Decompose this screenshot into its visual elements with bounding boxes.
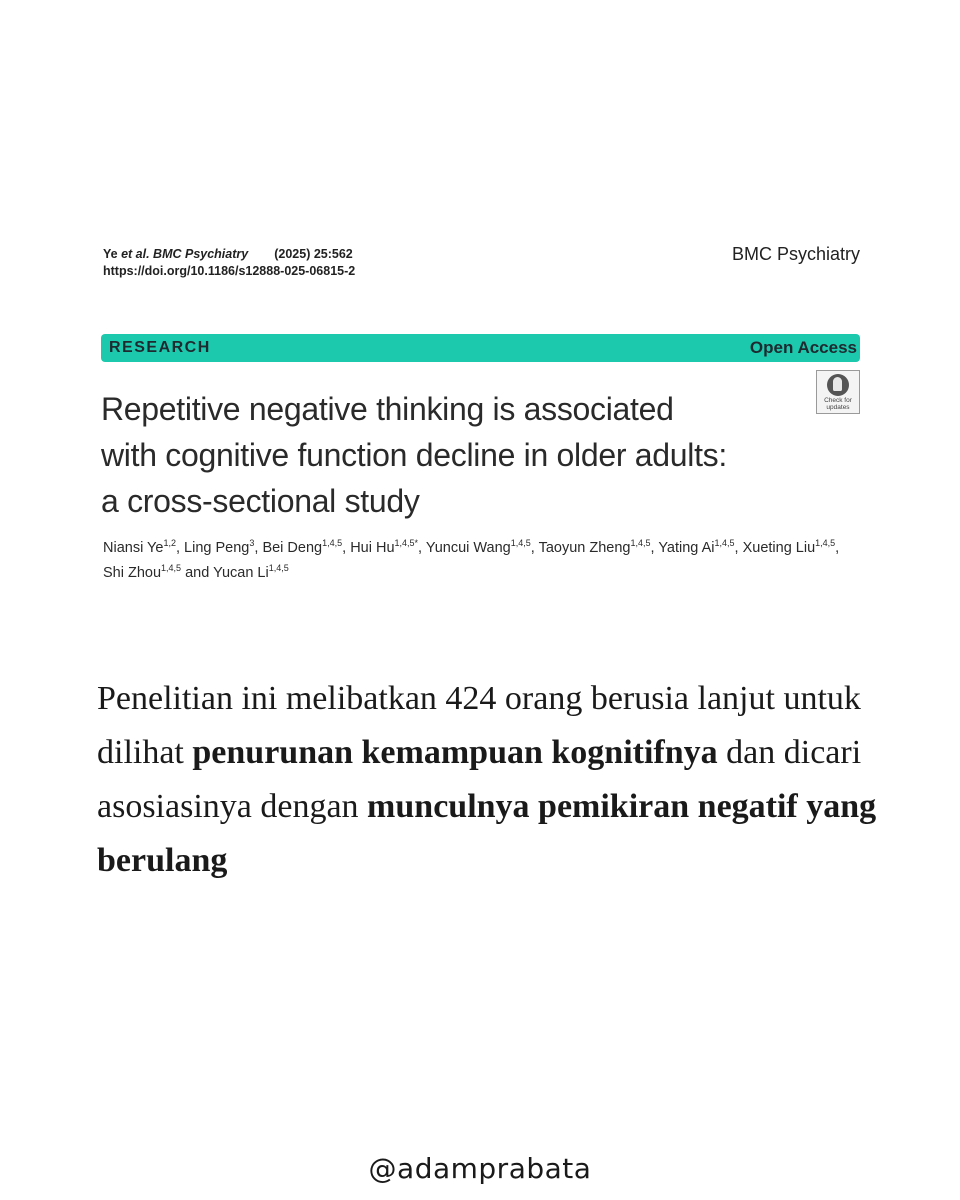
author-name: Yucan Li: [213, 565, 269, 581]
author-separator: and: [181, 565, 214, 581]
author-name: Xueting Liu: [742, 540, 816, 556]
paper-title: [101, 386, 821, 524]
open-access-label: Open Access: [749, 338, 857, 357]
citation-journal: et al. BMC Psychiatry: [121, 247, 249, 261]
author-separator: ,: [835, 540, 840, 556]
author-separator: ,: [734, 540, 743, 556]
paper-title-line: Repetitive negative thinking is associated: [101, 391, 674, 427]
author-affiliation: 3: [249, 538, 255, 548]
doi-link: https://doi.org/10.1186/s12888-025-06815-2: [103, 264, 356, 278]
citation-year: (2025) 25:562: [274, 247, 353, 261]
paper-title-line: with cognitive function decline in older adults:: [101, 437, 727, 473]
author-name: Taoyun Zheng: [538, 540, 631, 556]
check-badge-label: [817, 397, 859, 411]
citation-authors: Ye: [103, 247, 122, 261]
author-separator: ,: [418, 540, 426, 556]
author-separator: ,: [254, 540, 263, 556]
article-type-banner: [101, 334, 860, 362]
check-for-updates-badge: [816, 370, 860, 414]
author-affiliation: 1,2: [163, 538, 176, 548]
caption-text: [97, 672, 877, 888]
check-badge-line: updates: [826, 404, 850, 411]
author-separator: ,: [650, 540, 659, 556]
caption-part: Penelitian ini melibatkan 424 orang berusia lanjut untuk dilihat: [97, 680, 861, 771]
author-affiliation: 1,4,5: [815, 538, 836, 548]
article-type-label: RESEARCH: [109, 339, 211, 356]
journal-name: BMC Psychiatry: [731, 244, 860, 264]
author-affiliation: 1,4,5: [268, 563, 289, 573]
check-badge-line: Check for: [824, 397, 852, 404]
author-affiliation: 1,4,5: [322, 538, 343, 548]
author-name: Ling Peng: [184, 540, 250, 556]
author-list: [103, 536, 863, 586]
author-affiliation: 1,4,5: [630, 538, 651, 548]
author-handle: @adamprabata: [368, 1152, 592, 1185]
author-affiliation: 1,4,5*: [394, 538, 419, 548]
caption-emphasis: munculnya pemikiran negatif yang berulang: [97, 788, 877, 879]
bookmark-icon: [827, 374, 849, 396]
author-name: Shi Zhou: [103, 565, 162, 581]
author-separator: ,: [342, 540, 351, 556]
caption-part: dan dicari asosiasinya dengan: [97, 734, 862, 825]
citation-line: [103, 246, 355, 263]
caption-emphasis: penurunan kemampuan kognitifnya: [192, 734, 718, 771]
author-name: Yating Ai: [658, 540, 715, 556]
author-name: Yuncui Wang: [425, 540, 511, 556]
author-name: Hui Hu: [350, 540, 395, 556]
author-separator: ,: [175, 540, 185, 556]
author-affiliation: 1,4,5: [510, 538, 531, 548]
paper-title-line: a cross-sectional study: [101, 483, 420, 519]
author-name: Niansi Ye: [103, 540, 164, 556]
citation-block: [103, 246, 355, 280]
author-affiliation: 1,4,5: [161, 563, 182, 573]
author-separator: ,: [530, 540, 539, 556]
author-affiliation: 1,4,5: [714, 538, 735, 548]
author-name: Bei Deng: [262, 540, 323, 556]
